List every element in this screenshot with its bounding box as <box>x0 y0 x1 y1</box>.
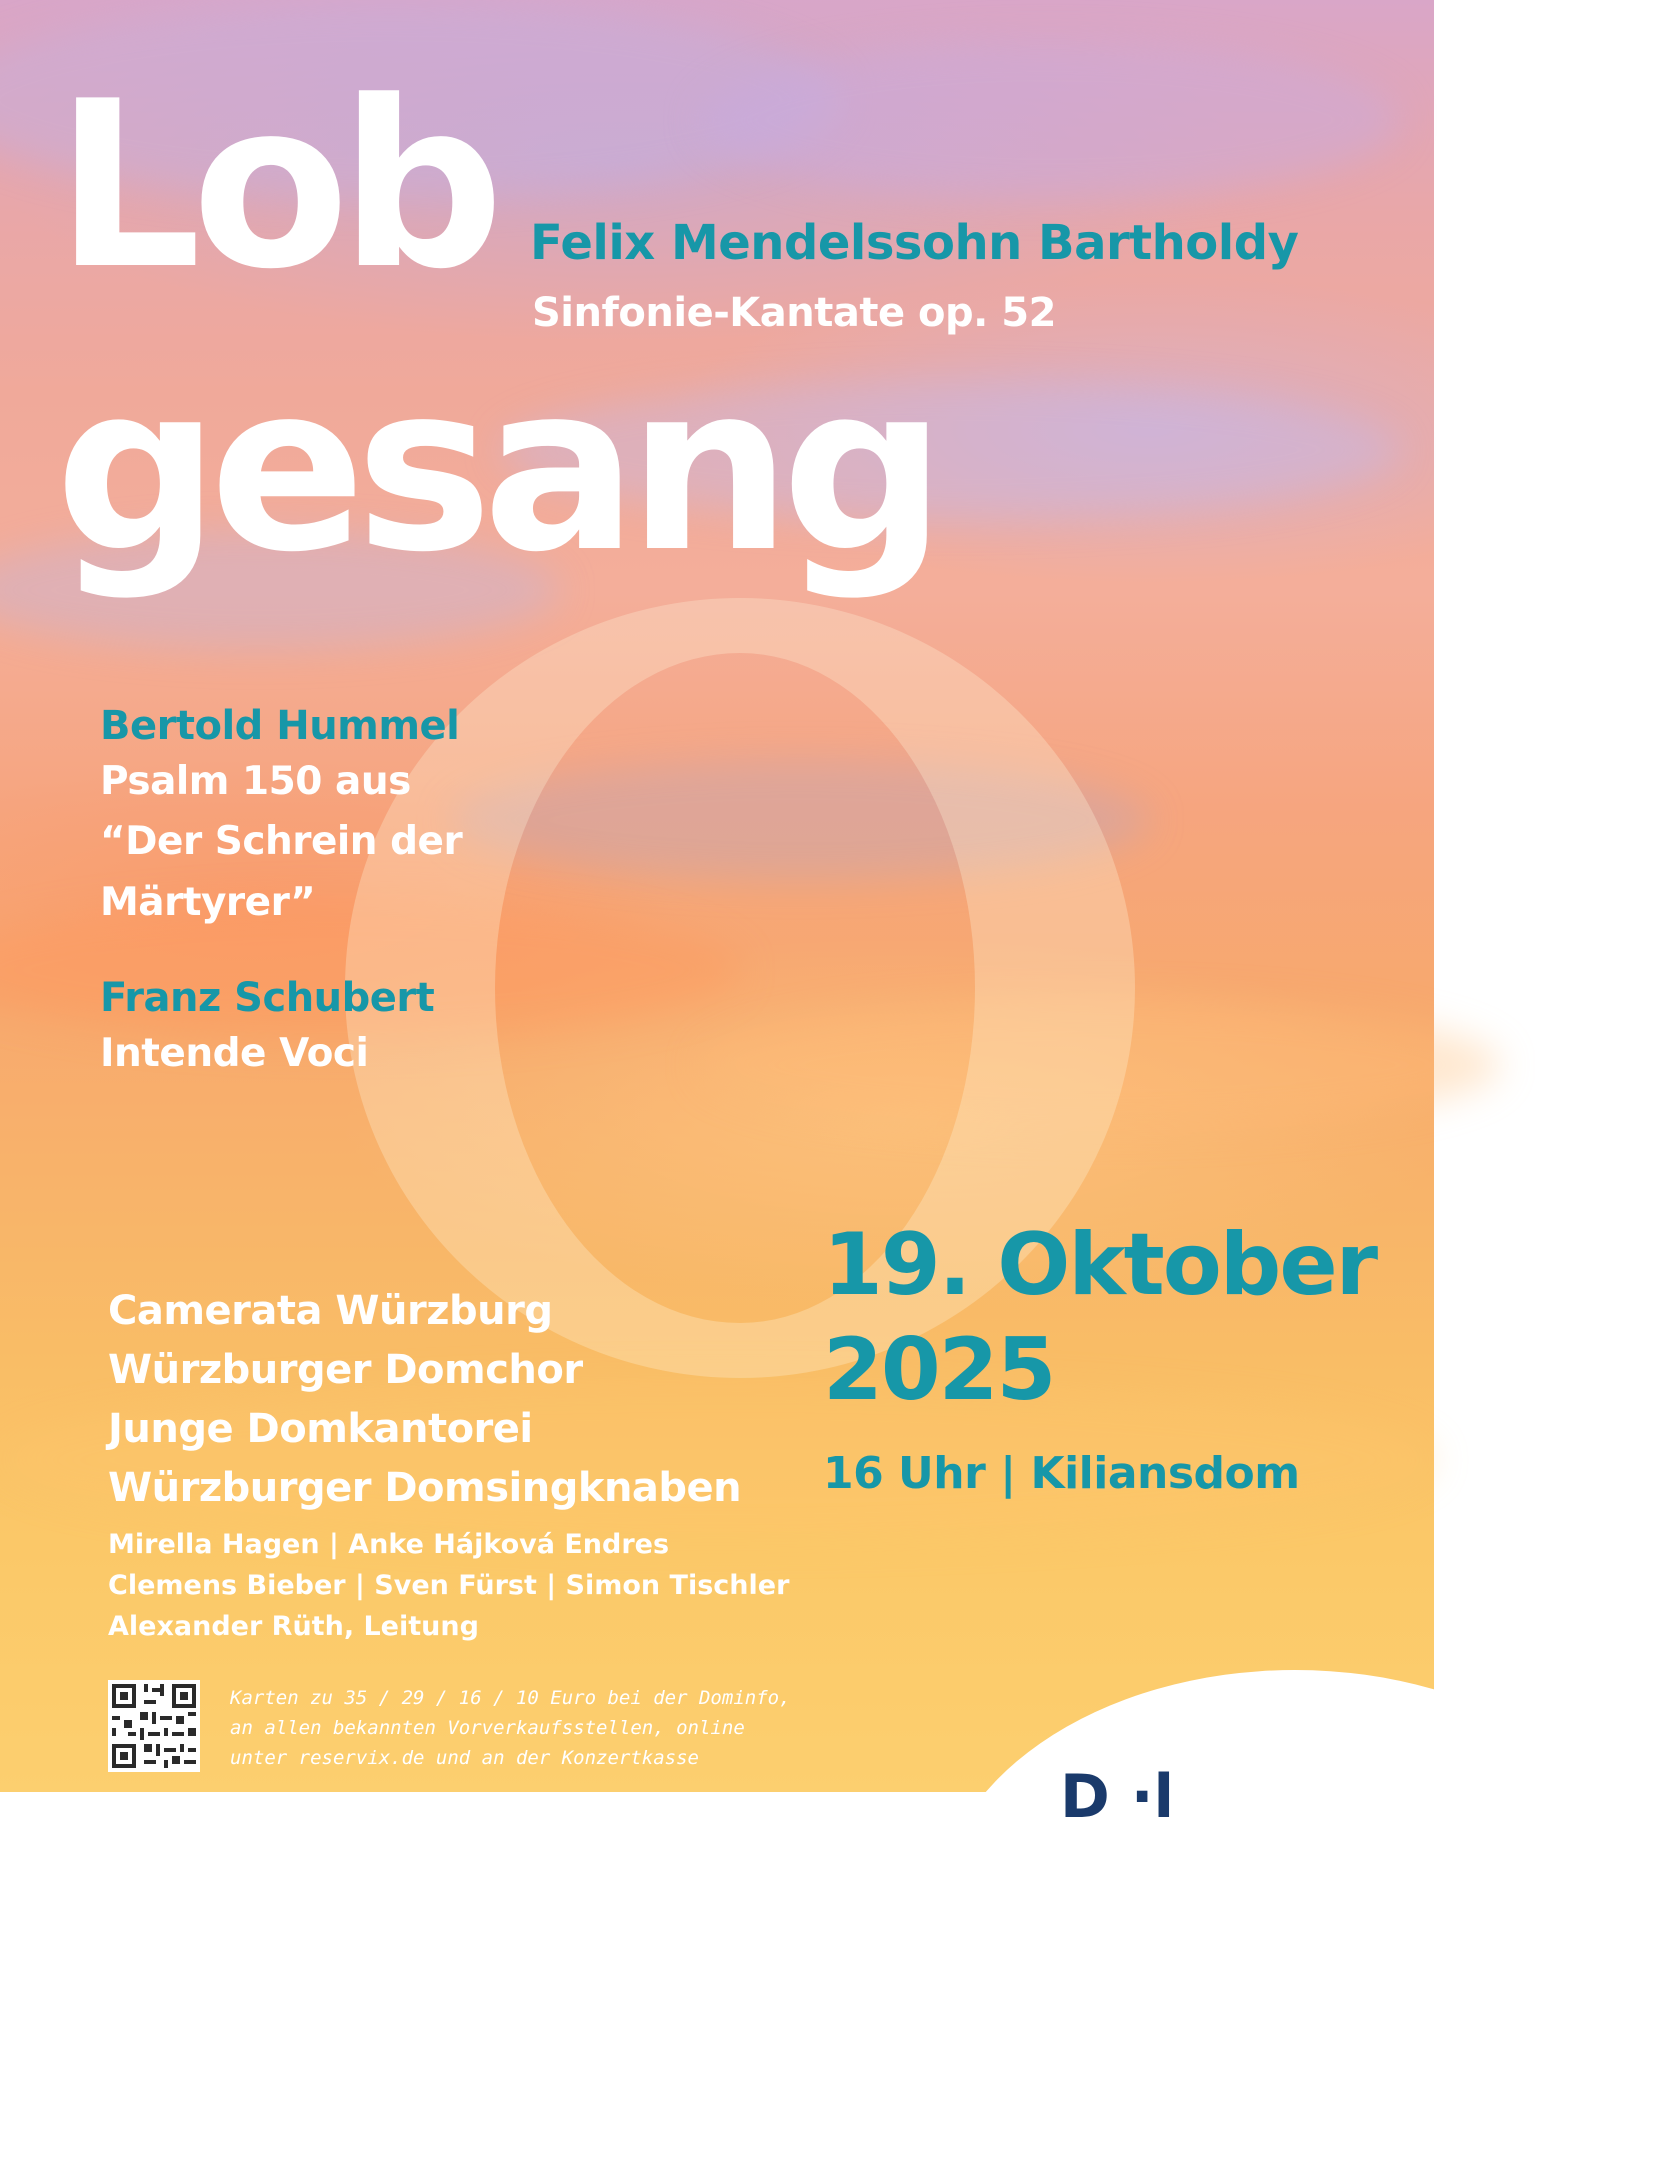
soloists-list <box>108 1524 789 1647</box>
qr-code-icon[interactable] <box>108 1680 200 1772</box>
ticket-info-line: Karten zu 35 / 29 / 16 / 10 Euro bei der Dominfo, <box>230 1687 791 1709</box>
title-line-2: gesang <box>55 336 937 603</box>
cloud <box>700 40 1400 200</box>
ensemble-name: Würzburger Domsingknaben <box>108 1465 742 1511</box>
ticket-info-line: unter reservix.de und an der Konzertkasse <box>230 1747 699 1769</box>
work-title-line: Intende Voci <box>100 1031 369 1076</box>
corner-logo-badge <box>935 1670 1655 2170</box>
ensemble-name: Würzburger Domchor <box>108 1347 583 1393</box>
ensemble-name: Junge Domkantorei <box>108 1406 533 1452</box>
soloist-line: Mirella Hagen | Anke Hájková Endres <box>108 1529 670 1560</box>
main-work-title: Sinfonie-Kantate op. 52 <box>532 290 1056 336</box>
ticket-info <box>230 1683 791 1773</box>
qr-code-graphic <box>108 1680 200 1772</box>
corner-logo-text: D ·l <box>1060 1762 1175 1832</box>
ticket-info-line: an allen bekannten Vorverkaufsstellen, online <box>230 1717 745 1739</box>
ensembles-list <box>108 1282 741 1518</box>
work-composer: Franz Schubert <box>100 975 435 1021</box>
work-title-line: Psalm 150 aus <box>100 759 411 804</box>
event-date-day-month: 19. Oktober <box>823 1215 1377 1315</box>
soloist-line: Clemens Bieber | Sven Fürst | Simon Tischler <box>108 1570 790 1601</box>
main-composer: Felix Mendelssohn Bartholdy <box>530 215 1299 271</box>
work-title-line: “Der Schrein der <box>100 819 463 865</box>
work-schubert <box>100 972 434 1084</box>
event-date-year: 2025 <box>823 1320 1055 1420</box>
work-composer: Bertold Hummel <box>100 703 460 749</box>
work-hummel <box>100 700 462 933</box>
work-title-line: Märtyrer” <box>100 879 316 925</box>
soloist-line: Alexander Rüth, Leitung <box>108 1611 479 1642</box>
title-line-1: Lob <box>55 53 495 320</box>
ensemble-name: Camerata Würzburg <box>108 1288 553 1334</box>
event-time-place: 16 Uhr | Kiliansdom <box>823 1448 1300 1499</box>
